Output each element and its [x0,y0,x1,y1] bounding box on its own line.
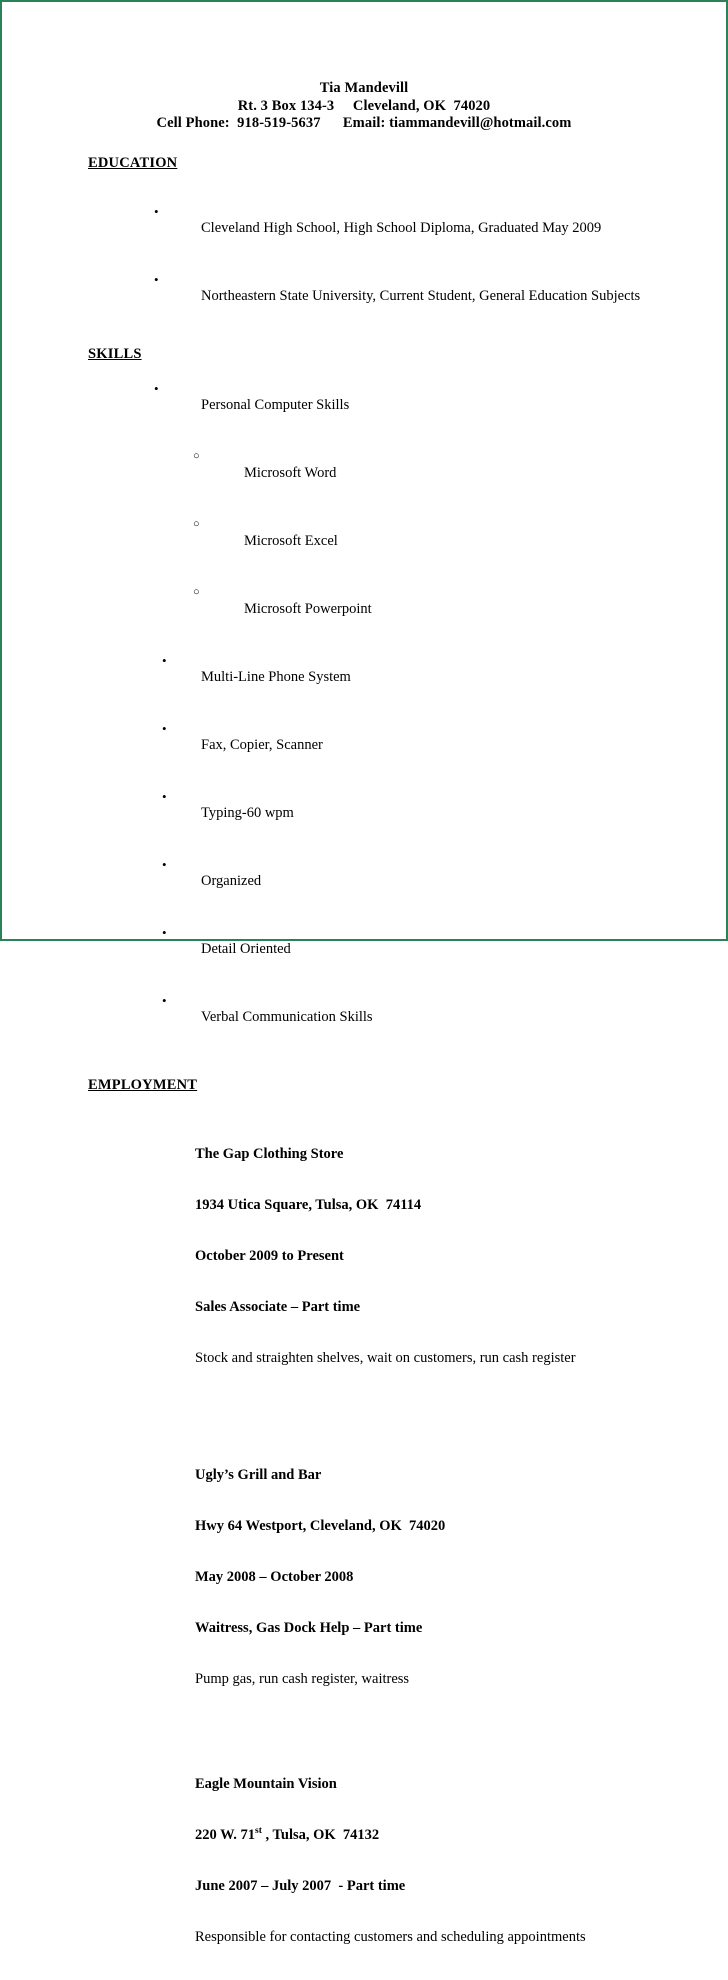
job-description: Stock and straighten shelves, wait on customers, run cash register [195,1349,576,1366]
resume-header [2,80,726,133]
section-heading-education: EDUCATION [88,154,178,171]
bullet-disc-icon: • [162,720,167,736]
section-heading-employment: EMPLOYMENT [88,1076,198,1093]
skills-item-text: Detail Oriented [201,940,291,957]
sub-list-item [2,567,726,635]
section-heading-skills: SKILLS [88,345,142,362]
list-item [2,186,726,254]
bullet-disc-icon: • [162,992,167,1008]
skills-item-text: Typing-60 wpm [201,804,294,821]
candidate-name: Tia Mandevill [319,80,409,96]
bullet-disc-icon: • [162,652,167,668]
ordinal-suffix: st [255,1825,262,1836]
employer-address-suffix: , Tulsa, OK 74132 [261,1826,380,1843]
skills-primary-item-text: Personal Computer Skills [201,396,350,413]
bullet-disc-icon: • [154,380,159,396]
bullet-disc-icon: • [162,924,167,940]
list-item [2,839,726,907]
sub-list-item [2,431,726,499]
bullet-circle-icon: ○ [193,517,200,530]
employment-entry [195,1112,726,1401]
candidate-address: Rt. 3 Box 134-3 Cleveland, OK 74020 [237,97,491,114]
employment-entry [195,1742,726,1980]
employer-address [195,1827,726,1844]
list-item [2,363,726,431]
employer-address: Hwy 64 Westport, Cleveland, OK 74020 [195,1517,446,1534]
sub-list-item [2,499,726,567]
job-description: Responsible for contacting customers and scheduling appointments [195,1928,586,1945]
employer-address-prefix: 220 W. 71 [195,1826,256,1843]
bullet-disc-icon: • [162,856,167,872]
skills-sub-item-text: Microsoft Word [244,464,337,481]
employment-dates: May 2008 – October 2008 [195,1568,354,1585]
list-item [2,907,726,975]
job-title: Sales Associate – Part time [195,1298,361,1315]
skills-item-text: Organized [201,872,262,889]
employer-name: Eagle Mountain Vision [195,1775,337,1792]
skills-item-text: Fax, Copier, Scanner [201,736,323,753]
employer-name: Ugly’s Grill and Bar [195,1466,322,1483]
skills-sub-item-text: Microsoft Powerpoint [244,600,372,617]
list-item [2,975,726,1043]
job-description: Pump gas, run cash register, waitress [195,1670,410,1687]
education-item-text: Cleveland High School, High School Diploma, Graduated May 2009 [201,219,602,236]
spacer [2,133,726,155]
spacer [2,1094,726,1112]
resume-sheet [2,2,726,1945]
spacer [2,322,726,346]
employment-dates: October 2009 to Present [195,1247,344,1264]
list-item [2,254,726,322]
bullet-circle-icon: ○ [193,449,200,462]
bullet-disc-icon: • [162,788,167,804]
education-list [2,186,726,322]
education-item-text: Northeastern State University, Current Student, General Education Subjects [201,287,641,304]
skills-list [2,363,726,1043]
list-item [2,771,726,839]
skills-item-text: Multi-Line Phone System [201,668,351,685]
candidate-contact: Cell Phone: 918-519-5637 Email: tiammandevill@hotmail.com [156,115,572,131]
bullet-disc-icon: • [154,271,159,287]
employment-dates: June 2007 – July 2007 - Part time [195,1877,406,1894]
employer-name: The Gap Clothing Store [195,1145,344,1162]
spacer [2,1401,726,1433]
skills-item-text: Verbal Communication Skills [201,1008,373,1025]
spacer [2,172,726,186]
bullet-disc-icon: • [154,203,159,219]
spacer [2,1722,726,1742]
bullet-circle-icon: ○ [193,585,200,598]
skills-sub-item-text: Microsoft Excel [244,532,338,549]
spacer [2,1043,726,1077]
job-title: Waitress, Gas Dock Help – Part time [195,1619,423,1636]
list-item [2,703,726,771]
employer-address: 1934 Utica Square, Tulsa, OK 74114 [195,1196,422,1213]
list-item [2,635,726,703]
employment-entry [195,1433,726,1722]
